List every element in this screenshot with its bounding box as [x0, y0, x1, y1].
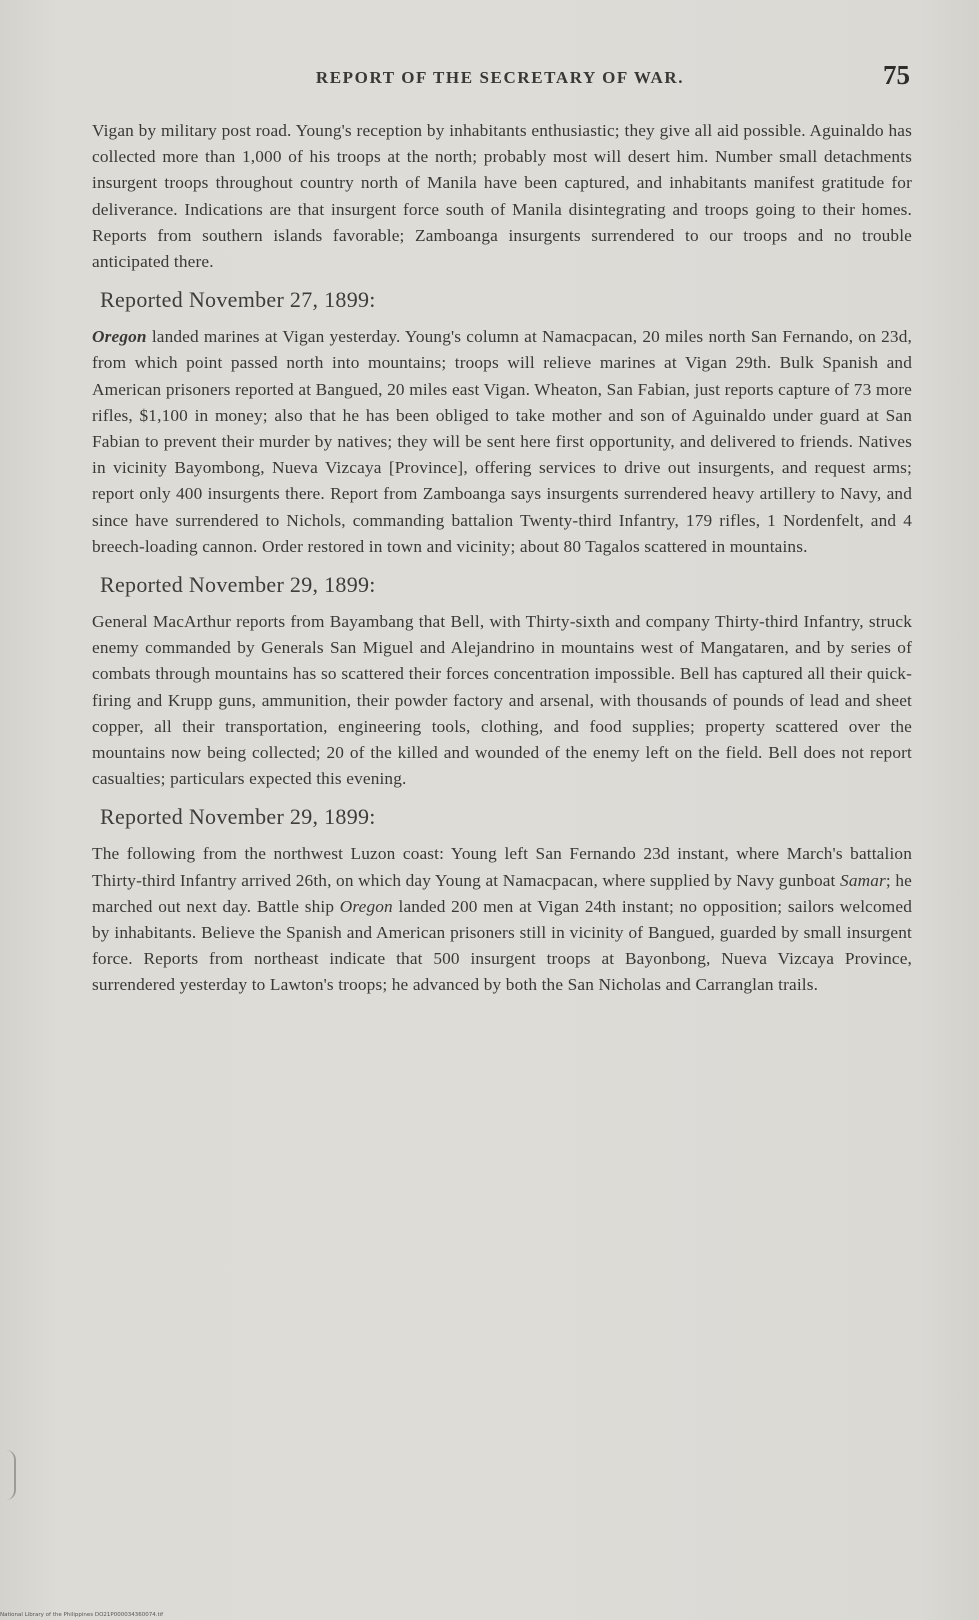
ship-name-samar: Samar — [840, 870, 886, 890]
ship-name-oregon: Oregon — [92, 327, 147, 347]
section-heading-nov-29-a: Reported November 29, 1899: — [100, 572, 376, 598]
paragraph-nov-29-a: General MacArthur reports from Bayambang that Bell, with Thirty-sixth and company Thirty-third Infantry, struck enemy commanded by Generals San Miguel and Alejandrino in mountains west of Mangataren, and by series of combats through mountains has so scattered their forces concentration impossible. Bell has captured all their quick-firing and Krupp guns, ammunition, their powder factory and arsenal, with thousands of pounds of lead and sheet copper, all their transportation, engineering tools, clothing, and food supplies; property scattered over the mountains now being collected; 20 of the killed and wounded of the enemy left on the field. Bell does not report casualties; particulars expected this evening. — [92, 612, 912, 789]
paragraph-nov-27 — [92, 324, 912, 560]
paragraph-nov-29-b — [92, 841, 912, 998]
paragraph-nov-27-text: landed marines at Vigan yesterday. Young's column at Namacpacan, 20 miles north San Fernando, on 23d, from which point passed north into mountains; troops will relieve marines at Vigan 29th. Bulk Spanish and American prisoners reported at Bangued, 20 miles east Vigan. Wheaton, San Fabian, just reports capture of 73 more rifles, $1,100 in money; also that he has been obliged to take mother and son of Aguinaldo under guard at San Fabian to prevent their murder by natives; they will be sent here first opportunity, and delivered to friends. Natives in vicinity Bayombong, Nueva Vizcaya [Province], offering services to drive out insurgents, and request arms; report only 400 insurgents there. Report from Zamboanga says insurgents surrendered heavy artillery to Navy, and since have surrendered to Nichols, commanding battalion Twenty-third Infantry, 179 rifles, 1 Nordenfelt, and 4 breech-loading cannon. Order restored in town and vicinity; about 80 Tagalos scattered in mountains. — [92, 327, 912, 556]
running-title: REPORT OF THE SECRETARY OF WAR. — [315, 68, 685, 87]
page-body — [92, 118, 912, 999]
page-number: 75 — [883, 60, 910, 90]
paragraph-vigan: Vigan by military post road. Young's reception by inhabitants enthusiastic; they give all aid possible. Aguinaldo has collected more than 1,000 of his troops at the north; probably most will desert him. Number small detachments insurgent troops throughout country north of Manila have been captured, and inhabitants manifest gratitude for deliverance. Indications are that insurgent force south of Manila disintegrating and troops going to their homes. Reports from southern islands favorable; Zamboanga insurgents surrendered to our troops and no trouble anticipated there. — [92, 121, 912, 272]
section-heading-nov-29-b: Reported November 29, 1899: — [100, 804, 376, 830]
paragraph-nov-29-b-part2: ; he marched out next day. Battle ship — [92, 870, 912, 916]
page-edge-mark — [6, 1450, 16, 1500]
paragraph-nov-29-b-part1: The following from the northwest Luzon coast: Young left San Fernando 23d instant, where March's battalion Thirty-third Infantry arrived 26th, on which day Young at Namacpacan, where supplied by Navy gunboat — [92, 844, 912, 890]
paragraph-nov-29-b-part3: landed 200 men at Vigan 24th instant; no opposition; sailors welcomed by inhabitants. Believe the Spanish and American prisoners still in vicinity of Bangued, guarded by small insurgent force. Reports from northeast indicate that 500 insurgent troops at Bayonbong, Nueva Vizcaya Province, surrendered yesterday to Lawton's troops; he advanced by both the San Nicholas and Carranglan trails. — [92, 896, 912, 995]
scan-credit: National Library of the Philippines DO21P000034360074.tif — [0, 1612, 164, 1618]
running-head — [90, 60, 910, 100]
ship-name-oregon-2: Oregon — [339, 896, 393, 916]
section-heading-nov-27: Reported November 27, 1899: — [100, 287, 376, 313]
